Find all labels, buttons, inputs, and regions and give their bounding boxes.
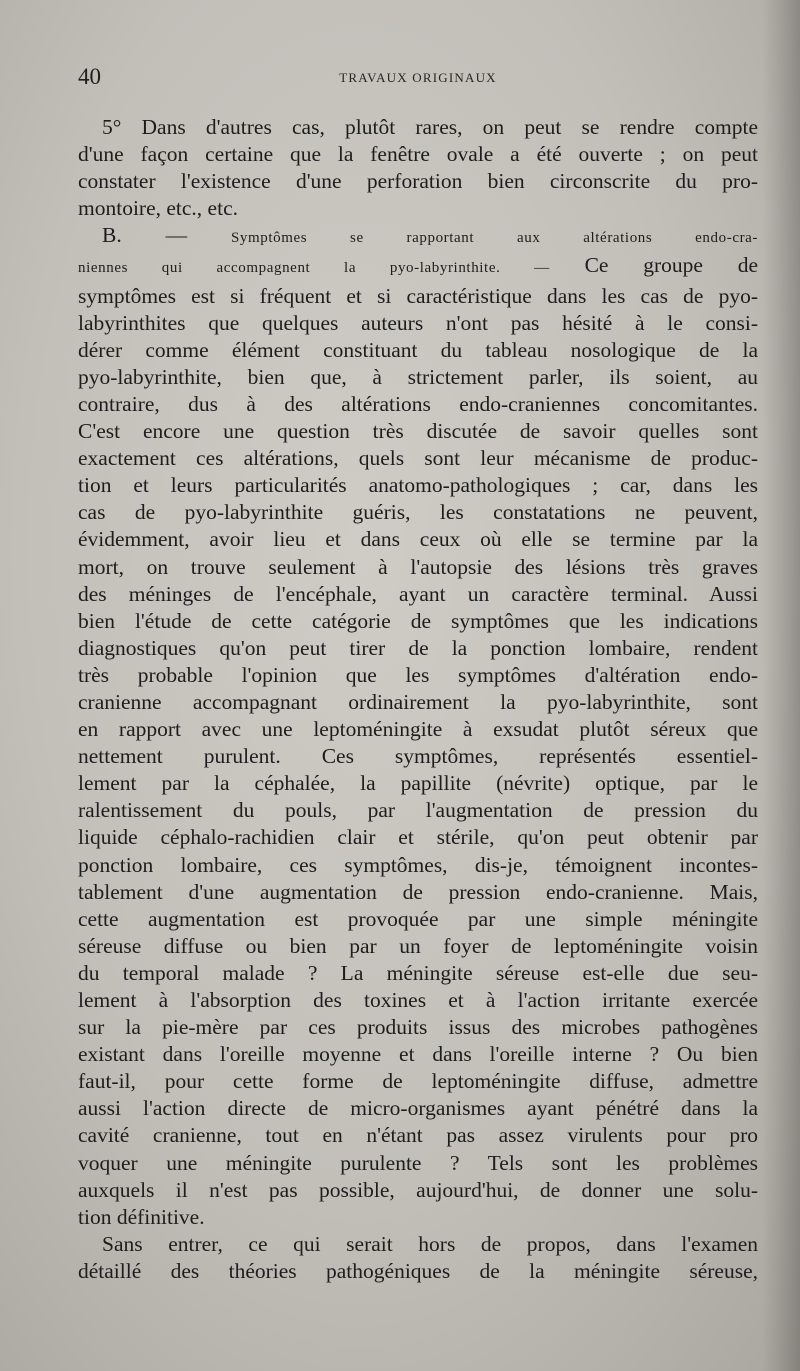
page-number: 40: [78, 64, 101, 89]
text-line: du temporal malade ? La méningite séreuse est-elle due seu-: [78, 960, 758, 985]
text-line: montoire, etc., etc.: [78, 196, 238, 221]
section-title-part2: niennes qui accompagnent la pyo-labyrinthite. —: [78, 260, 550, 277]
text-line: cranienne accompagnant ordinairement la pyo-labyrinthite, sont: [78, 689, 758, 714]
page-edge-shadow: [762, 0, 800, 1371]
text-line: ponction lombaire, ces symptômes, dis-je, témoignent incontes-: [78, 852, 758, 877]
text-line: tablement d'une augmentation de pression endo-cranienne. Mais,: [78, 879, 758, 904]
section-letter: B. —: [102, 223, 188, 248]
section-title-part1: Symptômes se rapportant aux altérations endo-cra-: [230, 230, 759, 247]
body-text: [78, 114, 758, 1285]
text-line: symptômes est si fréquent et si caractéristique dans les cas de pyo-: [78, 283, 758, 308]
text-line: détaillé des théories pathogéniques de la méningite séreuse,: [78, 1258, 758, 1283]
text-line: C'est encore une question très discutée de savoir quelles sont: [78, 419, 758, 444]
text-line: cavité cranienne, tout en n'étant pas assez virulents pour pro: [78, 1123, 758, 1148]
text-line: très probable l'opinion que les symptômes d'altération endo-: [78, 662, 758, 687]
section-heading-line-1: [78, 222, 758, 252]
text-line: Sans entrer, ce qui serait hors de propos, dans l'examen: [102, 1231, 758, 1256]
text-line: faut-il, pour cette forme de leptoméningite diffuse, admettre: [78, 1069, 758, 1094]
text-line: contraire, dus à des altérations endo-craniennes concomitantes.: [78, 391, 758, 416]
running-title: TRAVAUX ORIGINAUX: [339, 70, 497, 85]
text-line: auxquels il n'est pas possible, aujourd'hui, de donner une solu-: [78, 1177, 758, 1202]
text-line: constater l'existence d'une perforation bien circonscrite du pro-: [78, 169, 758, 194]
text-line: liquide céphalo-rachidien clair et stérile, qu'on peut obtenir par: [78, 825, 758, 850]
text-line: voquer une méningite purulente ? Tels sont les problèmes: [78, 1150, 758, 1175]
text-line: sur la pie-mère par ces produits issus des microbes pathogènes: [78, 1015, 758, 1040]
text-line: cette augmentation est provoquée par une simple méningite: [78, 906, 758, 931]
text-line: existant dans l'oreille moyenne et dans l'oreille interne ? Ou bien: [78, 1042, 758, 1067]
text-line: séreuse diffuse ou bien par un foyer de leptoméningite voisin: [78, 933, 758, 958]
text-line: 5° Dans d'autres cas, plutôt rares, on peut se rendre compte: [102, 115, 758, 139]
text-line: cas de pyo-labyrinthite guéris, les constatations ne peuvent,: [78, 500, 758, 525]
text-line: des méninges de l'encéphale, ayant un caractère terminal. Aussi: [78, 581, 758, 606]
text-line: tion et leurs particularités anatomo-pathologiques ; car, dans les: [78, 473, 758, 498]
text-line: nettement purulent. Ces symptômes, représentés essentiel-: [78, 744, 758, 769]
text-line: mort, on trouve seulement à l'autopsie des lésions très graves: [78, 554, 758, 579]
text-line: évidemment, avoir lieu et dans ceux où elle se termine par la: [78, 527, 758, 552]
text-line: bien l'étude de cette catégorie de symptômes que les indications: [78, 608, 758, 633]
text-line: en rapport avec une leptoméningite à exsudat plutôt séreux que: [78, 717, 758, 742]
text-line: labyrinthites que quelques auteurs n'ont pas hésité à le consi-: [78, 310, 758, 335]
text-line: lement à l'absorption des toxines et à l'action irritante exercée: [78, 988, 758, 1012]
page-header: [78, 64, 758, 94]
text-line: pyo-labyrinthite, bien que, à strictement parler, ils soient, au: [78, 364, 758, 389]
text-line: dérer comme élément constituant du tableau nosologique de la: [78, 337, 758, 362]
text-line: ralentissement du pouls, par l'augmentation de pression du: [78, 798, 758, 823]
text-line: exactement ces altérations, quels sont leur mécanisme de produc-: [78, 446, 758, 471]
section-heading-line-2: [78, 252, 758, 282]
text-line: aussi l'action directe de micro-organismes ayant pénétré dans la: [78, 1096, 758, 1121]
text-line: lement par la céphalée, la papillite (névrite) optique, par le: [78, 771, 758, 796]
text-line: diagnostiques qu'on peut tirer de la ponction lombaire, rendent: [78, 635, 758, 660]
text-line: tion définitive.: [78, 1204, 205, 1229]
section-continuation: Ce groupe de: [584, 253, 758, 278]
text-line: d'une façon certaine que la fenêtre ovale a été ouverte ; on peut: [78, 142, 758, 167]
